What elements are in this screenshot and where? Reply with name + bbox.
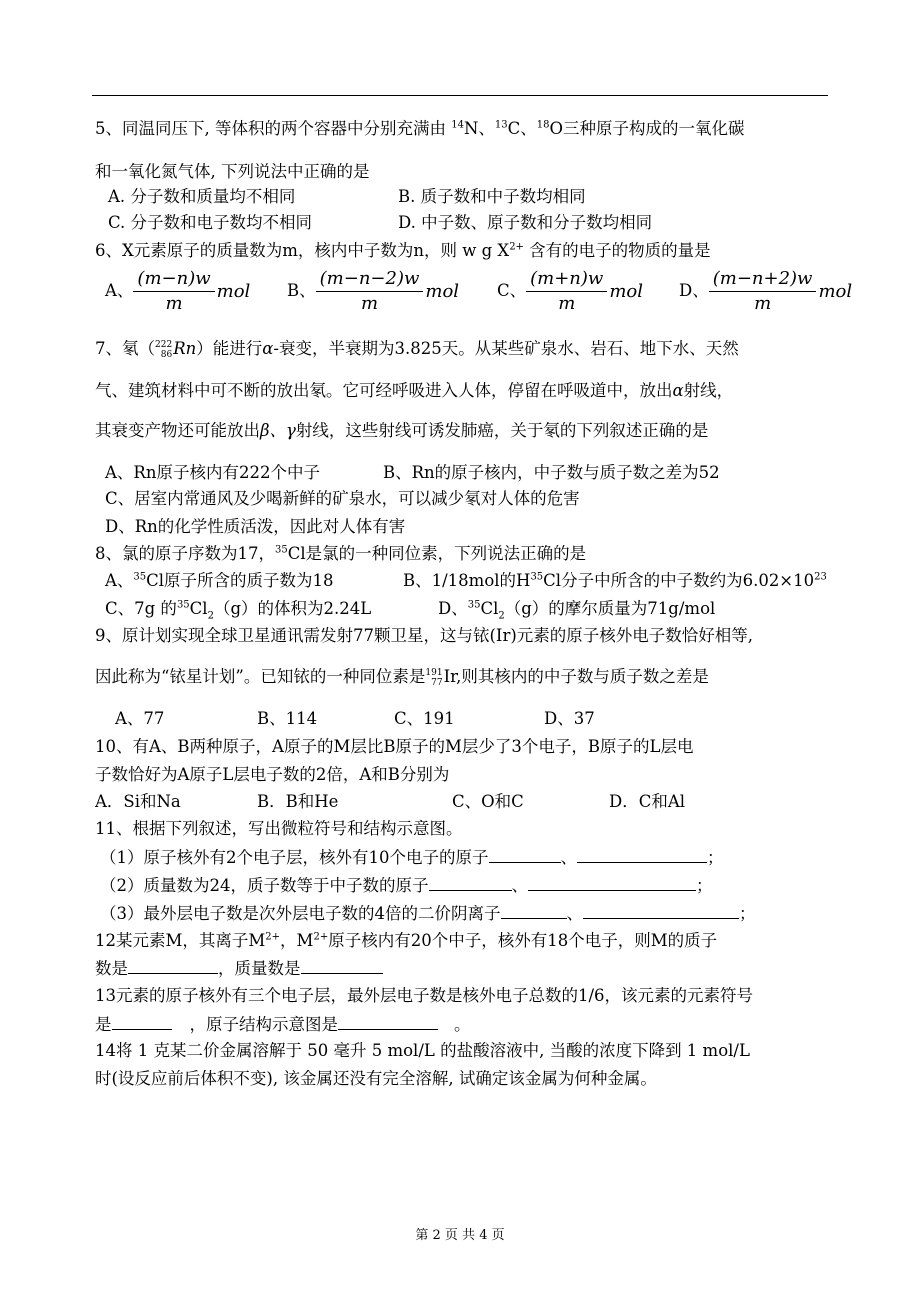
q7-line2: 气、建筑材料中可不断的放出氡。它可经呼吸进入人体，停留在呼吸道中，放出α射线， [95,381,734,400]
q9-option-b: B、114 [257,709,318,728]
q5-line1: 5、同温同压下, 等体积的两个容器中分别充满由 $^{14}$N、$^{13}$C、$^{18}$O三种原子构成的一氧化碳 [95,119,745,138]
q5-option-c: C. 分子数和电子数均不相同 [108,213,313,232]
q12-line1: 12某元素M，其离子$M^{2+}$，$M^{2+}$原子核内有20个中子，核外有18个电子，则M的质子 [95,931,718,950]
q13-blank-symbol[interactable] [112,1013,172,1030]
q7-option-d: D、Rn的化学性质活泼，因此对人体有害 [105,517,406,536]
q8-line1: 8、氯的原子序数为17，$^{35}$Cl是氯的一种同位素，下列说法正确的是 [95,544,587,563]
q6-option-a: A、 $\frac{(m-n)w}{m}$ mol [105,268,251,315]
q7-option-c: C、居室内常通风及少喝新鲜的矿泉水，可以减少氡对人体的危害 [105,489,580,508]
q11-blank-1b[interactable] [577,846,707,863]
q6-option-d: D、 $\frac{(m-n+2)w}{m}$ mol [679,268,853,315]
q12-blank-mass[interactable] [301,957,383,974]
q13-blank-diagram[interactable] [338,1013,438,1030]
q8-options-cd [105,598,715,620]
q8-option-d: D、$^{35}Cl_2(g)$的摩尔质量为71g/mol [438,599,716,622]
q6-option-c: C、 $\frac{(m+n)w}{m}$ mol [497,268,643,315]
q5-option-d: D. 中子数、原子数和分子数均相同 [398,213,653,232]
header-rule [92,95,828,96]
q9-option-d: D、37 [544,709,595,728]
q11-blank-2a[interactable] [429,874,512,891]
q7-option-b: B、Rn的原子核内，中子数与质子数之差为52 [383,463,720,482]
q12-line2: 数是 ，质量数是 [95,957,383,980]
q5-option-b: B. 质子数和中子数均相同 [398,187,586,206]
q9-options [115,708,595,730]
q10-line1: 10、有A、B两种原子，A原子的M层比B原子的M层少了3个电子，B原子的L层电 [95,737,694,756]
q10-option-a: A．Si和Na [95,792,181,811]
q5-line2: 和一氧化氮气体, 下列说法中正确的是 [95,162,370,181]
q7-line1: 7、氡（ 222 86 Rn）能进行α-衰变，半衰期为3.825天。从某些矿泉水、岩石、地下水、天然 [95,339,739,360]
q11-line1: 11、根据下列叙述，写出微粒符号和结构示意图。 [95,819,463,838]
q14-line1: 14将 1 克某二价金属溶解于 50 毫升 5 mol/L 的盐酸溶液中, 当酸的浓度下降到 1 mol/L [95,1041,750,1060]
q9-line2: 因此称为“铱星计划”。已知铱的一种同位素是 191 77 Ir,则其核内的中子数与质子数之差是 [95,667,709,688]
q5-options-cd [108,212,652,234]
q9-option-a: A、77 [115,709,165,728]
q12-blank-proton[interactable] [128,957,218,974]
q7-line3: 其衰变产物还可能放出β、γ射线，这些射线可诱发肺癌，关于氡的下列叙述正确的是 [95,421,709,440]
q7-options-ab [105,462,720,484]
q11-blank-2b[interactable] [528,874,696,891]
q6-options [105,266,852,317]
q5-options-ab [108,186,586,208]
q6-option-b: B、 $\frac{(m-n-2)w}{m}$ mol [287,268,460,315]
q11-blank-3b[interactable] [583,902,739,919]
q8-option-c: C、7g 的$^{35}Cl_2(g)$的体积为2.24L [105,599,372,622]
q8-option-b: B、1/18mol的$H^{35}Cl$分子中所含的中子数约为$6.02\times 10^{23}$ [403,571,827,590]
q6-line1: 6、X元素原子的质量数为m，核内中子数为n，则 w g $X^{2+}$ 含有的电子的物质的量是 [95,241,711,260]
q9-line1: 9、原计划实现全球卫星通讯需发射77颗卫星，这与铱(Ir)元素的原子核外电子数恰好相等, [95,626,754,645]
q8-options-ab [105,570,827,592]
q10-line2: 子数恰好为A原子L层电子数的2倍，A和B分别为 [95,765,450,784]
q9-option-c: C、191 [394,709,455,728]
q10-option-d: D．C和Al [609,792,686,811]
q5-option-a: A. 分子数和质量均不相同 [108,187,296,206]
q11-part2: （2）质量数为24，质子数等于中子数的原子 、 ； [100,876,713,895]
q10-options [95,791,685,813]
q13-line1: 13元素的原子核外有三个电子层，最外层电子数是核外电子总数的1/6，该元素的元素符号 [95,986,754,1005]
q11-part1: （1）原子核外有2个电子层，核外有10个电子的原子 、 ； [100,848,724,867]
q10-option-c: C、O和C [452,792,524,811]
q11-blank-1a[interactable] [489,846,561,863]
q10-option-b: B．B和He [257,792,339,811]
q13-line2: 是 ，原子结构示意图是 。 [95,1015,471,1034]
q11-part3: （3）最外层电子数是次外层电子数的4倍的二价阴离子 、 ； [100,904,756,923]
q11-blank-3a[interactable] [501,902,567,919]
q7-option-a: A、Rn原子核内有222个中子 [105,463,320,482]
q14-line2: 时(设反应前后体积不变), 该金属还没有完全溶解, 试确定该金属为何种金属。 [95,1069,657,1088]
page-footer: 第 2 页 共 4 页 [415,1228,505,1243]
q8-option-a: A、$^{35}$Cl原子所含的质子数为18 [105,571,334,590]
